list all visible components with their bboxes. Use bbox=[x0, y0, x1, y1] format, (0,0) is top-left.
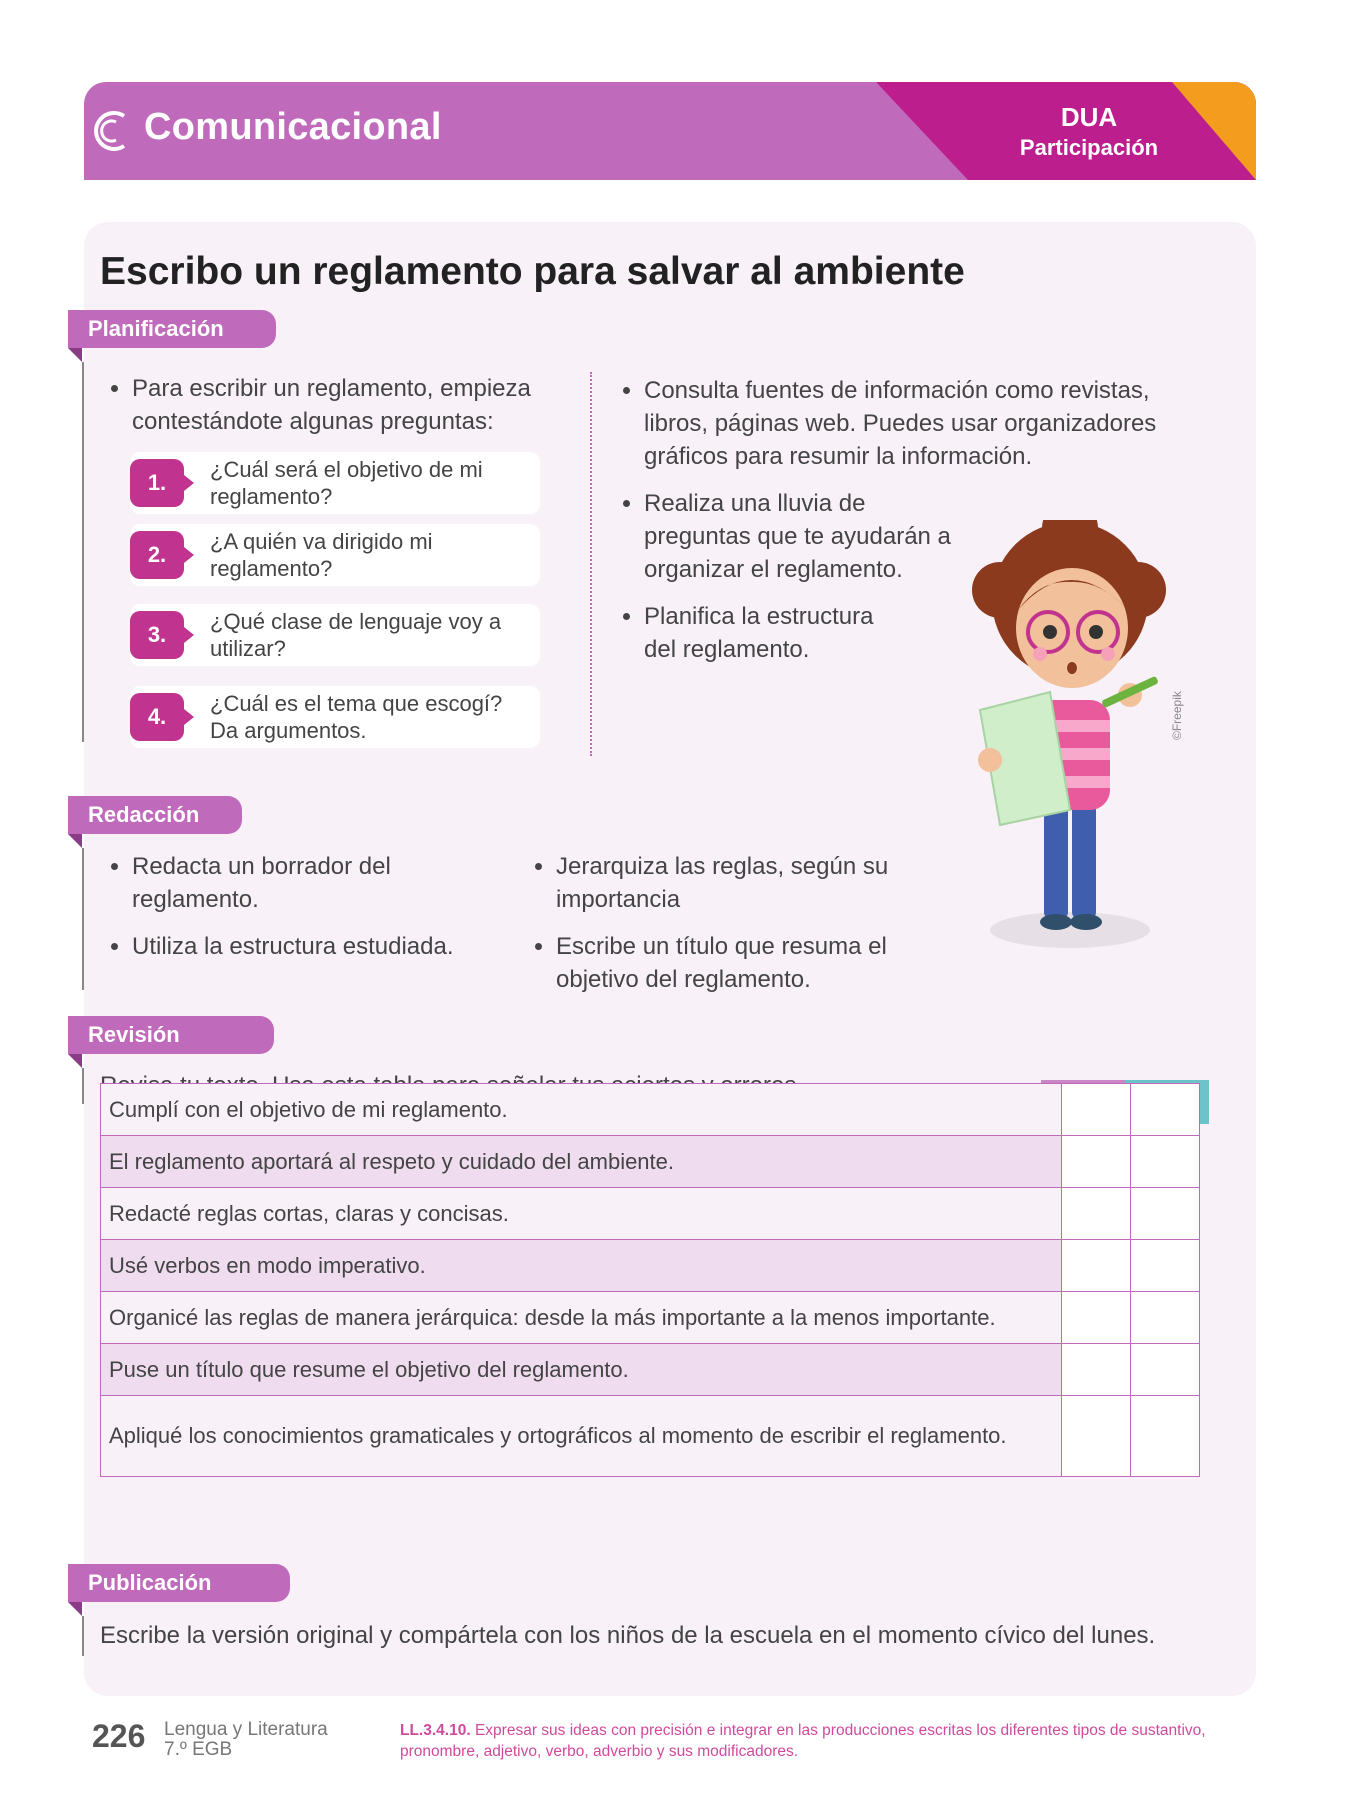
question-box bbox=[130, 686, 540, 748]
dua-sublabel: Participación bbox=[1019, 135, 1159, 160]
grade-label: 7.º EGB bbox=[164, 1739, 233, 1760]
question-number: 1. bbox=[130, 459, 184, 507]
yes-check-cell[interactable] bbox=[1062, 1188, 1131, 1240]
question-number: 2. bbox=[130, 531, 184, 579]
table-row bbox=[101, 1084, 1200, 1136]
yes-check-cell[interactable] bbox=[1062, 1240, 1131, 1292]
dua-badge bbox=[984, 102, 1194, 161]
section-line bbox=[82, 362, 84, 742]
child-illustration bbox=[960, 520, 1180, 950]
question-box bbox=[130, 524, 540, 586]
criterion-cell: Apliqué los conocimientos gramaticales y ortográficos al momento de escribir el reglamento. bbox=[101, 1396, 1062, 1477]
standard-code: LL.3.4.10. bbox=[400, 1722, 471, 1739]
no-check-cell[interactable] bbox=[1131, 1188, 1200, 1240]
criterion-cell: Usé verbos en modo imperativo. bbox=[101, 1240, 1062, 1292]
subject-name: Lengua y Literatura bbox=[164, 1719, 328, 1740]
list-item: • Realiza una lluvia de preguntas que te ayudarán a organizar el reglamento. bbox=[644, 487, 974, 586]
comunicacional-logo-icon bbox=[86, 106, 128, 156]
publicacion-text: Escribe la versión original y compártela con los niños de la escuela en el momento cívico del lunes. bbox=[100, 1622, 1156, 1649]
page-title: Escribo un reglamento para salvar al ambiente bbox=[100, 250, 965, 293]
page-number: 226 bbox=[92, 1718, 146, 1754]
redaccion-right-list bbox=[524, 850, 936, 1010]
dua-label: DUA bbox=[1060, 102, 1118, 132]
criterion-cell: Redacté reglas cortas, claras y concisas. bbox=[101, 1188, 1062, 1240]
revision-table bbox=[100, 1083, 1200, 1477]
no-check-cell[interactable] bbox=[1131, 1396, 1200, 1477]
criterion-cell: Cumplí con el objetivo de mi reglamento. bbox=[101, 1084, 1062, 1136]
question-box bbox=[130, 604, 540, 666]
no-check-cell[interactable] bbox=[1131, 1240, 1200, 1292]
list-item: • Consulta fuentes de información como revistas, libros, páginas web. Puedes usar organizadores gráficos para resumir la información. bbox=[644, 374, 1204, 473]
list-item: • Escribe un título que resuma el objetivo del reglamento. bbox=[556, 930, 936, 996]
yes-check-cell[interactable] bbox=[1062, 1084, 1131, 1136]
question-text: ¿Qué clase de lenguaje voy a utilizar? bbox=[210, 609, 502, 661]
column-divider bbox=[590, 372, 592, 756]
redaccion-left-list bbox=[100, 850, 512, 977]
table-row bbox=[101, 1344, 1200, 1396]
table-row bbox=[101, 1292, 1200, 1344]
section-line bbox=[82, 1616, 84, 1656]
list-item: • Planifica la estructura del reglamento. bbox=[644, 600, 904, 666]
criterion-cell: Puse un título que resume el objetivo del reglamento. bbox=[101, 1344, 1062, 1396]
question-text: ¿Cuál es el tema que escogí? Da argumentos. bbox=[210, 691, 503, 743]
area-title: Comunicacional bbox=[144, 106, 442, 148]
table-row bbox=[101, 1136, 1200, 1188]
criterion-cell: El reglamento aportará al respeto y cuidado del ambiente. bbox=[101, 1136, 1062, 1188]
list-item: • Para escribir un reglamento, empieza contestándote algunas preguntas: bbox=[132, 372, 582, 438]
standard-text: Expresar sus ideas con precisión e integrar en las producciones escritas los diferentes tipos de sustantivo, pronombre, adjetivo, verbo, adverbio y sus modificadores. bbox=[400, 1722, 1206, 1760]
header-banner bbox=[84, 82, 1256, 180]
question-number: 3. bbox=[130, 611, 184, 659]
image-credit: ©Freepik bbox=[1170, 691, 1184, 740]
yes-check-cell[interactable] bbox=[1062, 1292, 1131, 1344]
no-check-cell[interactable] bbox=[1131, 1084, 1200, 1136]
planificacion-intro-list bbox=[100, 372, 582, 452]
question-text: ¿A quién va dirigido mi reglamento? bbox=[210, 529, 433, 581]
subject-label bbox=[164, 1720, 328, 1760]
list-item: • Jerarquiza las reglas, según su importancia bbox=[556, 850, 936, 916]
table-row bbox=[101, 1396, 1200, 1477]
no-check-cell[interactable] bbox=[1131, 1136, 1200, 1188]
table-row bbox=[101, 1240, 1200, 1292]
section-line bbox=[82, 848, 84, 990]
section-tab-revision: Revisión bbox=[68, 1016, 274, 1054]
yes-check-cell[interactable] bbox=[1062, 1396, 1131, 1477]
curriculum-standard bbox=[400, 1720, 1240, 1762]
list-item: • Redacta un borrador del reglamento. bbox=[132, 850, 422, 916]
table-row bbox=[101, 1188, 1200, 1240]
section-tab-planificacion: Planificación bbox=[68, 310, 276, 348]
no-check-cell[interactable] bbox=[1131, 1292, 1200, 1344]
section-tab-publicacion: Publicación bbox=[68, 1564, 290, 1602]
yes-check-cell[interactable] bbox=[1062, 1136, 1131, 1188]
criterion-cell: Organicé las reglas de manera jerárquica: desde la más importante a la menos importante. bbox=[101, 1292, 1062, 1344]
section-tab-redaccion: Redacción bbox=[68, 796, 242, 834]
yes-check-cell[interactable] bbox=[1062, 1344, 1131, 1396]
list-item: • Utiliza la estructura estudiada. bbox=[132, 930, 512, 963]
question-text: ¿Cuál será el objetivo de mi reglamento? bbox=[210, 457, 483, 509]
no-check-cell[interactable] bbox=[1131, 1344, 1200, 1396]
section-line bbox=[82, 1068, 84, 1104]
question-number: 4. bbox=[130, 693, 184, 741]
question-box bbox=[130, 452, 540, 514]
